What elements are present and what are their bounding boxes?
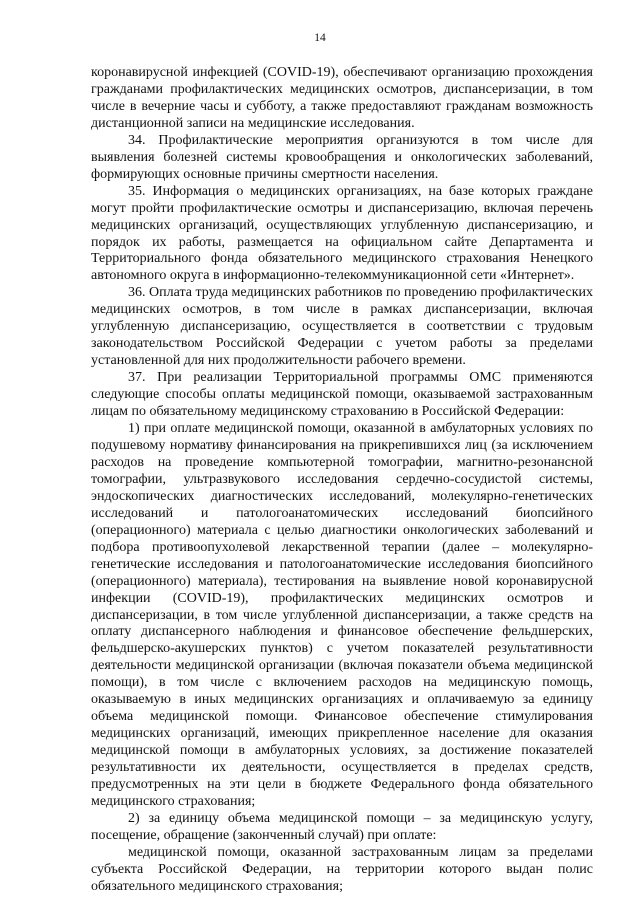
paragraph-37-item-1: 1) при оплате медицинской помощи, оказанной в амбулаторных условиях по подушевому нормативу финансирования на прикрепившихся лиц (за исключением расходов на проведение компьютерной томографии, магнитно-резонансной томографии, ультразвукового исследования сердечно-сосудистой системы, эндоскопических диагностических исследований, молекулярно-генетических исследований и патологоанатомических исследований биопсийного (операционного) материала с целью диагностики онкологических заболеваний и подбора противоопухолевой лекарственной терапии (далее – молекулярно-генетические исследования и патологоанатомические исследования биопсийного (операционного) материала), тестирования на выявление новой коронавирусной инфекции (COVID-19), профилактических медицинских осмотров и диспансеризации, в том числе углубленной диспансеризации, а также средств на оплату диспансерного наблюдения и финансовое обеспечение фельдшерских, фельдшерско-акушерских пунктов) с учетом показателей результативности деятельности медицинской организации (включая показатели объема медицинской помощи), в том числе с включением расходов на медицинскую помощь, оказываемую в иных медицинских организациях и оплачиваемую за единицу объема медицинской помощи. Финансовое обеспечение стимулирования медицинских организаций, имеющих прикрепленное население для оказания медицинской помощи в амбулаторных условиях, за достижение показателей результативности их деятельности, осуществляется в пределах средств, предусмотренных на эти цели в бюджете Федерального фонда обязательного медицинского страхования; [91, 421, 593, 809]
paragraph-37-item-2: 2) за единицу объема медицинской помощи – за медицинскую услугу, посещение, обращение (законченный случай) при оплате: [91, 810, 593, 843]
paragraph-36: 36. Оплата труда медицинских работников по проведению профилактических медицинских осмотров, в том числе в рамках диспансеризации, включая углубленную диспансеризацию, осуществляется в соответствии с трудовым законодательством Российской Федерации с учетом работы за пределами установленной для них продолжительности рабочего времени. [91, 285, 593, 369]
paragraph-35: 35. Информация о медицинских организациях, на базе которых граждане могут пройти профилактические осмотры и диспансеризацию, включая перечень медицинских организаций, осуществляющих углубленную диспансеризацию, и порядок их работы, размещается на официальном сайте Департамента и Территориального фонда обязательного медицинского страхования Ненецкого автономного округа в информационно-телекоммуникационной сети «Интернет». [91, 183, 593, 284]
paragraph-37-item-2-sub: медицинской помощи, оказанной застрахованным лицам за пределами субъекта Российской Федерации, на территории которого выдан полис обязательного медицинского страхования; [91, 844, 593, 894]
paragraph-34: 34. Профилактические мероприятия организуются в том числе для выявления болезней системы кровообращения и онкологических заболеваний, формирующих основные причины смертности населения. [91, 132, 593, 182]
document-body [91, 65, 593, 896]
paragraph-37: 37. При реализации Территориальной программы ОМС применяются следующие способы оплаты медицинской помощи, оказываемой застрахованным лицам по обязательному медицинскому страхованию в Российской Федерации: [91, 370, 593, 420]
page-number: 14 [314, 32, 326, 44]
paragraph-continuation: коронавирусной инфекцией (COVID-19), обеспечивают организацию прохождения гражданами профилактических медицинских осмотров, диспансеризации, в том числе в вечерние часы и субботу, а также предоставляют гражданам возможность дистанционной записи на медицинские исследования. [91, 65, 593, 131]
